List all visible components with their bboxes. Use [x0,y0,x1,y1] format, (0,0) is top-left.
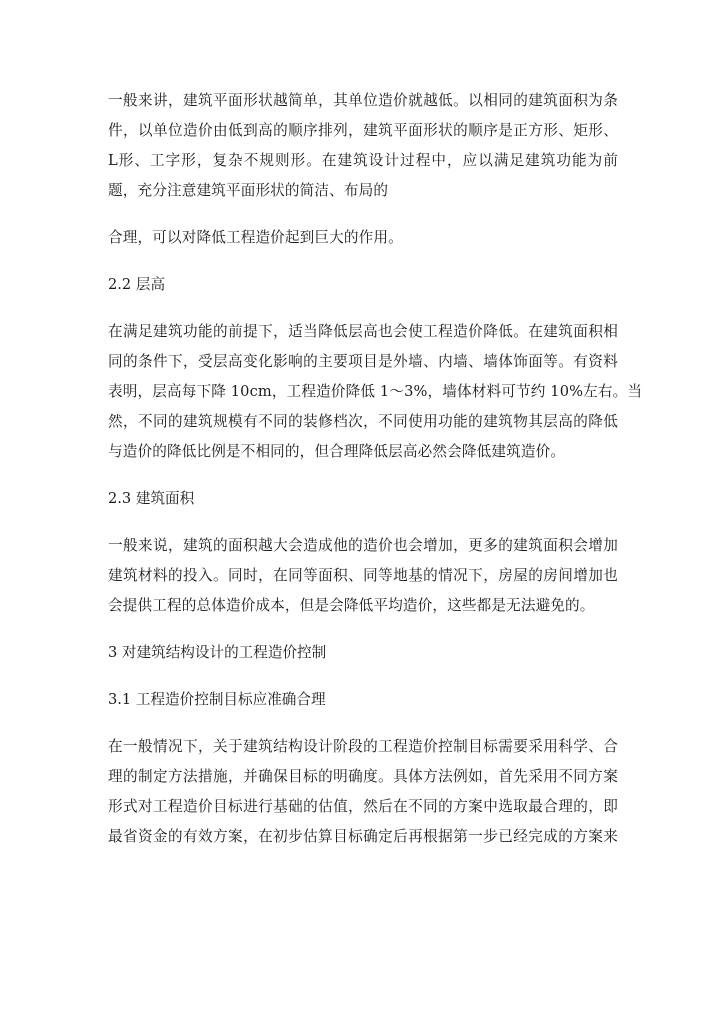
text-line: 合理，可以对降低工程造价起到巨大的作用。 [108,229,403,246]
text-line: 在满足建筑功能的前提下，适当降低层高也会使工程造价降低。在建筑面积相 [108,323,618,340]
section-heading-2-3: 2.3 建筑面积 [108,490,195,507]
text-line: 表明，层高每下降 10cm，工程造价降低 1～3%，墙体材料可节约 10%左右。当 [108,383,643,400]
text-line: 会提供工程的总体造价成本，但是会降低平均造价，这些都是无法避免的。 [108,597,595,614]
text-line: 与造价的降低比例是不相同的，但合理降低层高必然会降低建筑造价。 [108,443,566,460]
section-heading-2-2: 2.2 层高 [108,276,166,293]
text-line: 在一般情况下，关于建筑结构设计阶段的工程造价控制目标需要采用科学、合 [108,738,618,755]
text-line: 一般来讲，建筑平面形状越简单，其单位造价就越低。以相同的建筑面积为条 [108,92,618,109]
text-line: L形、工字形，复杂不规则形。在建筑设计过程中，应以满足建筑功能为前 [108,152,618,169]
paragraph-building-area [108,531,618,621]
text-line: 最省资金的有效方案，在初步估算目标确定后再根据第一步已经完成的方案来 [108,828,618,845]
text-line: 然，不同的建筑规模有不同的装修档次，不同使用功能的建筑物其层高的降低 [108,413,618,430]
paragraph-plan-shape-cont [108,223,618,253]
text-line: 题，充分注意建筑平面形状的简洁、布局的 [108,182,389,199]
text-line: 同的条件下，受层高变化影响的主要项目是外墙、内墙、墙体饰面等。有资料 [108,353,618,370]
text-line: 建筑材料的投入。同时，在同等面积、同等地基的情况下，房屋的房间增加也 [108,567,618,584]
section-heading-3-1: 3.1 工程造价控制目标应准确合理 [108,691,326,708]
paragraph-floor-height [108,317,643,467]
text-line: 件，以单位造价由低到高的顺序排列，建筑平面形状的顺序是正方形、矩形、 [108,122,618,139]
paragraph-cost-target [108,732,618,852]
text-line: 理的制定方法措施，并确保目标的明确度。具体方法例如，首先采用不同方案 [108,768,618,785]
section-heading-3: 3 对建筑结构设计的工程造价控制 [108,644,327,661]
text-line: 形式对工程造价目标进行基础的估值，然后在不同的方案中选取最合理的，即 [108,798,618,815]
text-line: 一般来说，建筑的面积越大会造成他的造价也会增加，更多的建筑面积会增加 [108,537,618,554]
paragraph-plan-shape [108,86,618,206]
document-page [108,86,643,852]
